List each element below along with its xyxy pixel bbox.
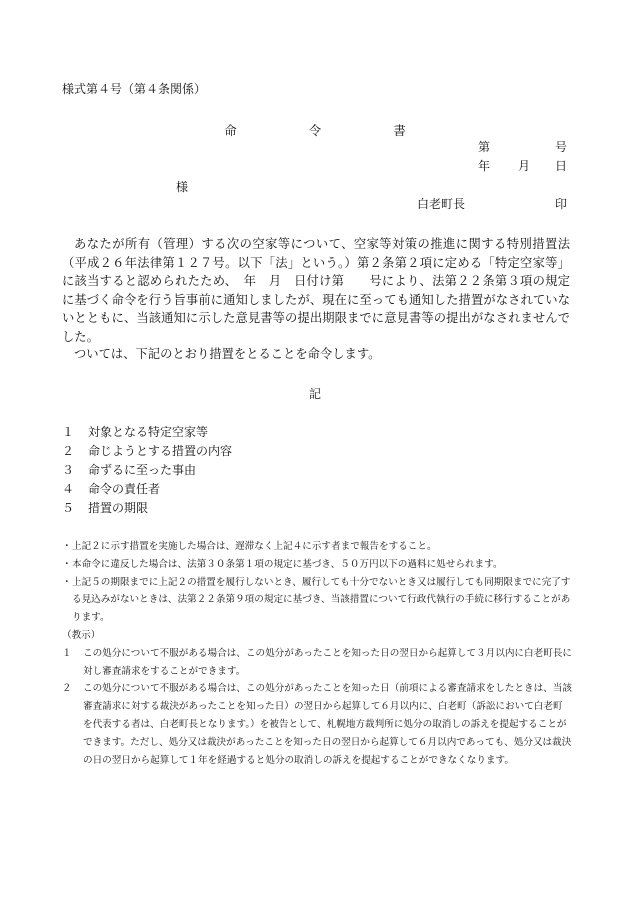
document-title — [0, 121, 630, 139]
number-prefix: 第 — [478, 140, 491, 154]
note-item — [62, 538, 572, 556]
item-label: 命ずるに至った事由 — [88, 463, 197, 477]
note-text: 本命令に違反した場合は、法第３０条第１項の規定に基づき、５０万円以下の過料に処せられます。 — [72, 558, 503, 570]
note-text: 上記５の期限までに上記２の措置を履行しないとき、履行しても十分でないとき又は履行しても同期限までに完了する見込みがないときは、法第２２条第９項の規定に基づき、当該措置について行政代執行の手続に移行することがあります。 — [72, 576, 571, 624]
instruction-number: ２ — [62, 683, 72, 695]
instruction-text: この処分について不服がある場合は、この処分があったことを知った日の翌日から起算して３月以内に白老町長に対し審査請求をすることができます。 — [83, 647, 572, 677]
list-item — [62, 423, 232, 442]
bullet-mark: ・ — [62, 541, 72, 552]
instruction-header: （教示） — [62, 629, 101, 641]
seal-mark: 印 — [555, 197, 568, 211]
instruction-item — [62, 680, 572, 769]
note-text: 上記２に示す措置を実施した場合は、遅滞なく上記４に示す者まで報告をすること。 — [72, 541, 437, 552]
notes-section — [62, 538, 572, 769]
issuer-name: 白老町長 — [417, 197, 466, 211]
list-item — [62, 499, 232, 518]
item-label: 措置の期限 — [88, 501, 149, 515]
item-label: 対象となる特定空家等 — [88, 425, 209, 439]
title-char-2: 令 — [308, 123, 322, 138]
title-char-3: 書 — [393, 123, 406, 138]
ki-heading: 記 — [308, 387, 321, 401]
item-number: ５ — [62, 501, 75, 515]
instruction-number: １ — [62, 647, 72, 659]
list-item — [62, 480, 232, 499]
instruction-text: この処分について不服がある場合は、この処分があったことを知った日（前項による審査請求をしたときは、当該審査請求に対する裁決があったことを知った日）の翌日から起算して６月以内に、白老町（訴訟において白老町を代表する者は、白老町長となります。）を被告として、札幌地方裁判所に処分の取消しの訴えを提起することができます。ただし、処分又は裁決があったことを知った日の翌日から起算して６月以内であっても、処分又は裁決の日の翌日から起算して１年を経過すると処分の取消しの訴えを提起することができなくなります。 — [83, 683, 572, 766]
item-label: 命じようとする措置の内容 — [88, 444, 233, 458]
item-number: ４ — [62, 482, 75, 496]
body-paragraph-2: ついては、下記のとおり措置をとることを命令します。 — [74, 347, 381, 361]
item-number: １ — [62, 425, 75, 439]
note-item — [62, 574, 572, 627]
list-item — [62, 442, 232, 461]
date-year: 年 — [478, 159, 491, 173]
title-char-1: 命 — [224, 123, 237, 138]
form-header: 様式第４号（第４条関係） — [62, 82, 207, 96]
bullet-mark: ・ — [62, 576, 72, 588]
instruction-item — [62, 645, 572, 681]
bullet-mark: ・ — [62, 558, 72, 570]
date-day: 日 — [555, 159, 568, 173]
item-number: ２ — [62, 444, 75, 458]
recipient-suffix: 様 — [176, 180, 189, 194]
body-paragraph: あなたが所有（管理）する次の空家等について、空家等対策の推進に関する特別措置法（平成２６年法律第１２７号。以下「法」という。）第２条第２項に定める「特定空家等」に該当すると認められたため、 年 月 日付け第 号により、法第２２条第３項の規定に基づく命令を行う旨事前に通知しましたが、現在に至っても通知した措置がなされていないとともに、当該通知に示した意見書等の提出期限までに意見書等の提出がなされませんでした。 — [62, 237, 570, 344]
item-number: ３ — [62, 463, 75, 477]
list-item — [62, 461, 232, 480]
number-suffix: 号 — [555, 140, 568, 154]
item-label: 命令の責任者 — [88, 482, 161, 496]
item-list — [62, 423, 232, 518]
date-month: 月 — [518, 159, 531, 173]
note-item — [62, 556, 572, 574]
